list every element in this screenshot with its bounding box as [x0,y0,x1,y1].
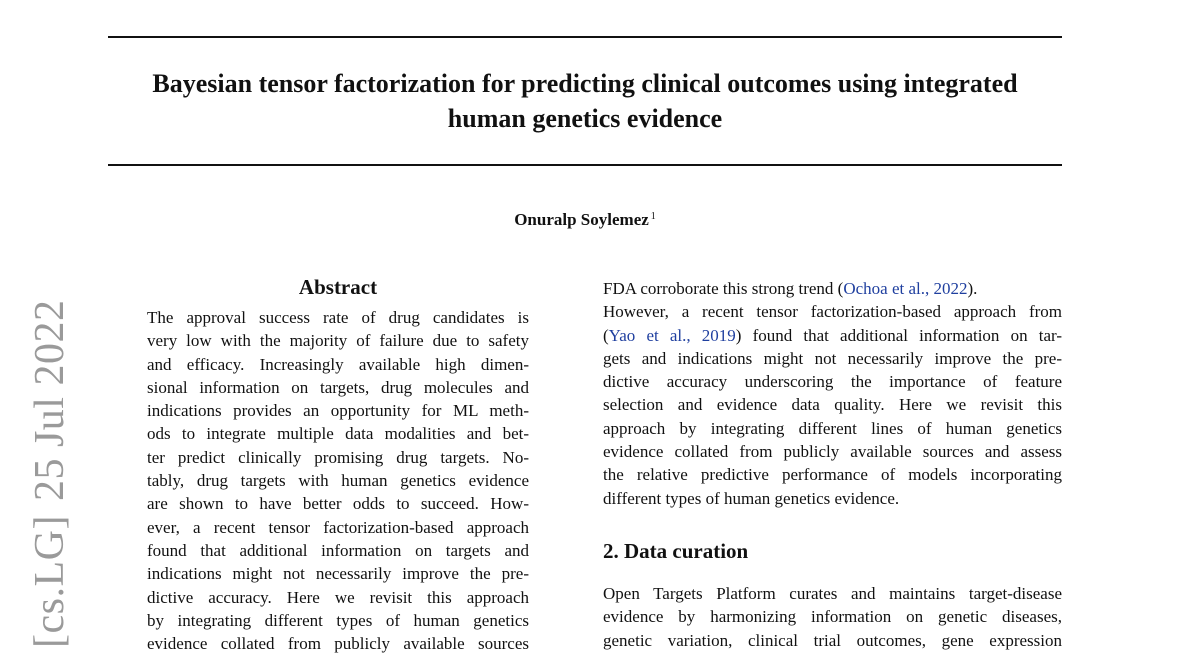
abstract-line: indications provides an opportunity for ML meth- [147,401,529,421]
section-line: evidence by harmonizing information on genetic diseases, [603,607,1062,627]
intro-line: evidence collated from publicly available sources and assess [603,442,1062,462]
abstract-line: ever, a recent tensor factorization-based approach [147,517,529,537]
title-rule-top [108,36,1062,38]
abstract-line: sional information on targets, drug molecules and [147,377,529,397]
title-rule-bottom [108,164,1062,166]
abstract-line: indications might not necessarily improve the pre- [147,564,529,584]
section-heading-data-curation: 2. Data curation [603,538,749,563]
abstract-line: tably, drug targets with human genetics evidence [147,471,529,491]
abstract-line: The approval success rate of drug candidates is [147,308,529,327]
intro-text: ). [967,279,978,298]
intro-line: approach by integrating different lines of human genetics [603,418,1062,438]
intro-text: FDA corroborate this strong trend ( [603,279,844,298]
abstract-body [147,306,529,655]
intro-line: different types of human genetics evidence. [603,488,900,508]
intro-line: selection and evidence data quality. Here we revisit this [603,395,1062,415]
intro-text: ) found that additional information on tar- [735,325,1062,345]
abstract-line: ods to integrate multiple data modalities and bet- [147,424,529,444]
right-column [603,277,1062,652]
intro-text: ( [603,325,609,345]
intro-line: gets and indications might not necessarily improve the pre- [603,348,1062,368]
section-line: genetic variation, clinical trial outcomes, gene expression [603,630,1062,650]
intro-line: However, a recent tensor factorization-based approach from [603,302,1062,322]
abstract-line: ter predict clinically promising drug targets. No- [147,447,529,467]
intro-line: dictive accuracy underscoring the importance of feature [603,372,1062,392]
abstract-line: are shown to have better odds to succeed. How- [147,494,529,514]
abstract-line: and efficacy. Increasingly available high dimen- [147,354,529,374]
intro-line [603,277,1062,300]
abstract-line: very low with the majority of failure due to safety [147,331,529,351]
abstract-line: dictive accuracy. Here we revisit this approach [147,587,529,607]
intro-line: the relative predictive performance of models incorporating [603,465,1062,485]
paper-title [108,66,1062,136]
abstract-column [147,272,529,655]
abstract-heading: Abstract [298,275,378,299]
citation-link[interactable]: Ochoa et al., 2022 [843,279,968,298]
arxiv-category: [cs.LG] [27,515,73,648]
arxiv-date: 25 Jul 2022 [27,299,73,502]
author-line [108,208,1062,232]
paper-title-line-2: human genetics evidence [447,104,723,133]
paper-title-line-1: Bayesian tensor factorization for predicting clinical outcomes using integrated [152,69,1018,98]
abstract-line: evidence collated from publicly available sources [147,634,529,654]
citation-link[interactable]: Yao et al., 2019 [608,325,736,345]
intro-line [603,324,1062,347]
arxiv-stamp [28,300,72,648]
author-affiliation-mark: 1 [650,211,656,222]
abstract-line: by integrating different types of human genetics [147,610,529,630]
section-line: Open Targets Platform curates and maintains target-disease [603,583,1062,603]
abstract-line: found that additional information on targets and [147,540,529,560]
author-name: Onuralp Soylemez [514,210,649,229]
